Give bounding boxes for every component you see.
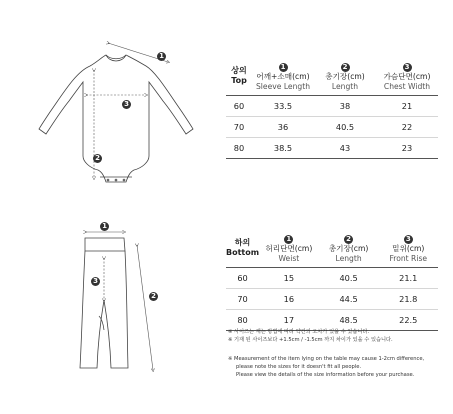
top-table-header — [226, 57, 438, 96]
marker-2-icon: 2 — [344, 235, 353, 244]
top-label: 상의 Top — [231, 66, 247, 85]
top-col-chest: 3 가슴단면(cm) Chest Width — [383, 62, 431, 91]
table-row: 80 17 48.5 22.5 — [226, 310, 438, 331]
table-row: 60 33.5 38 21 — [226, 96, 438, 117]
marker-3-icon: 3 — [91, 277, 100, 286]
marker-3-icon: 3 — [122, 100, 131, 109]
table-row: 60 15 40.5 21.1 — [226, 268, 438, 289]
marker-1-icon: 1 — [100, 222, 109, 231]
note-en-1: ※ Measurement of the item lying on the table may cause 1-2cm difference, — [228, 356, 425, 362]
note-en-2: please note the sizes for it doesn't fit all people. — [236, 364, 362, 370]
table-row: 80 38.5 43 23 — [226, 138, 438, 159]
bottom-col-rise: 3 밑위(cm) Front Rise — [389, 234, 428, 263]
marker-1-icon: 1 — [279, 63, 288, 72]
top-size-table — [226, 57, 438, 159]
bodysuit-illustration — [39, 55, 193, 182]
marker-1-icon: 1 — [157, 52, 166, 61]
top-col-sleeve: 1 어깨+소매(cm) Sleeve Length — [255, 62, 311, 91]
bottom-col-length: 2 총기장(cm) Length — [328, 234, 369, 263]
note-kr-2: ※ 기재 된 사이즈보다 +1.5cm / -1.5cm 까지 차이가 있을 수 있습니다. — [228, 337, 393, 343]
marker-3-icon: 3 — [403, 63, 412, 72]
bottom-length-line — [137, 245, 153, 370]
table-row: 70 16 44.5 21.8 — [226, 289, 438, 310]
marker-2-icon: 2 — [93, 154, 102, 163]
marker-3-icon: 3 — [404, 235, 413, 244]
bottom-col-waist: 1 허리단면(cm) Weist — [265, 234, 313, 263]
top-col-length: 2 총기장(cm) Length — [325, 62, 365, 91]
marker-2-icon: 2 — [341, 63, 350, 72]
note-kr-1: ※ 사이즈는 재는 방법에 따라 약간의 오차가 있을 수 있습니다. — [228, 329, 370, 335]
marker-1-icon: 1 — [284, 235, 293, 244]
table-row: 70 36 40.5 22 — [226, 117, 438, 138]
bottom-size-table — [226, 229, 438, 331]
note-en-3: Please view the details of the size information before your purchase. — [236, 372, 415, 378]
bottom-label: 하의 Bottom — [226, 238, 260, 257]
marker-2-icon: 2 — [149, 292, 158, 301]
bottom-table-header — [226, 229, 438, 268]
pants-illustration — [80, 238, 128, 368]
